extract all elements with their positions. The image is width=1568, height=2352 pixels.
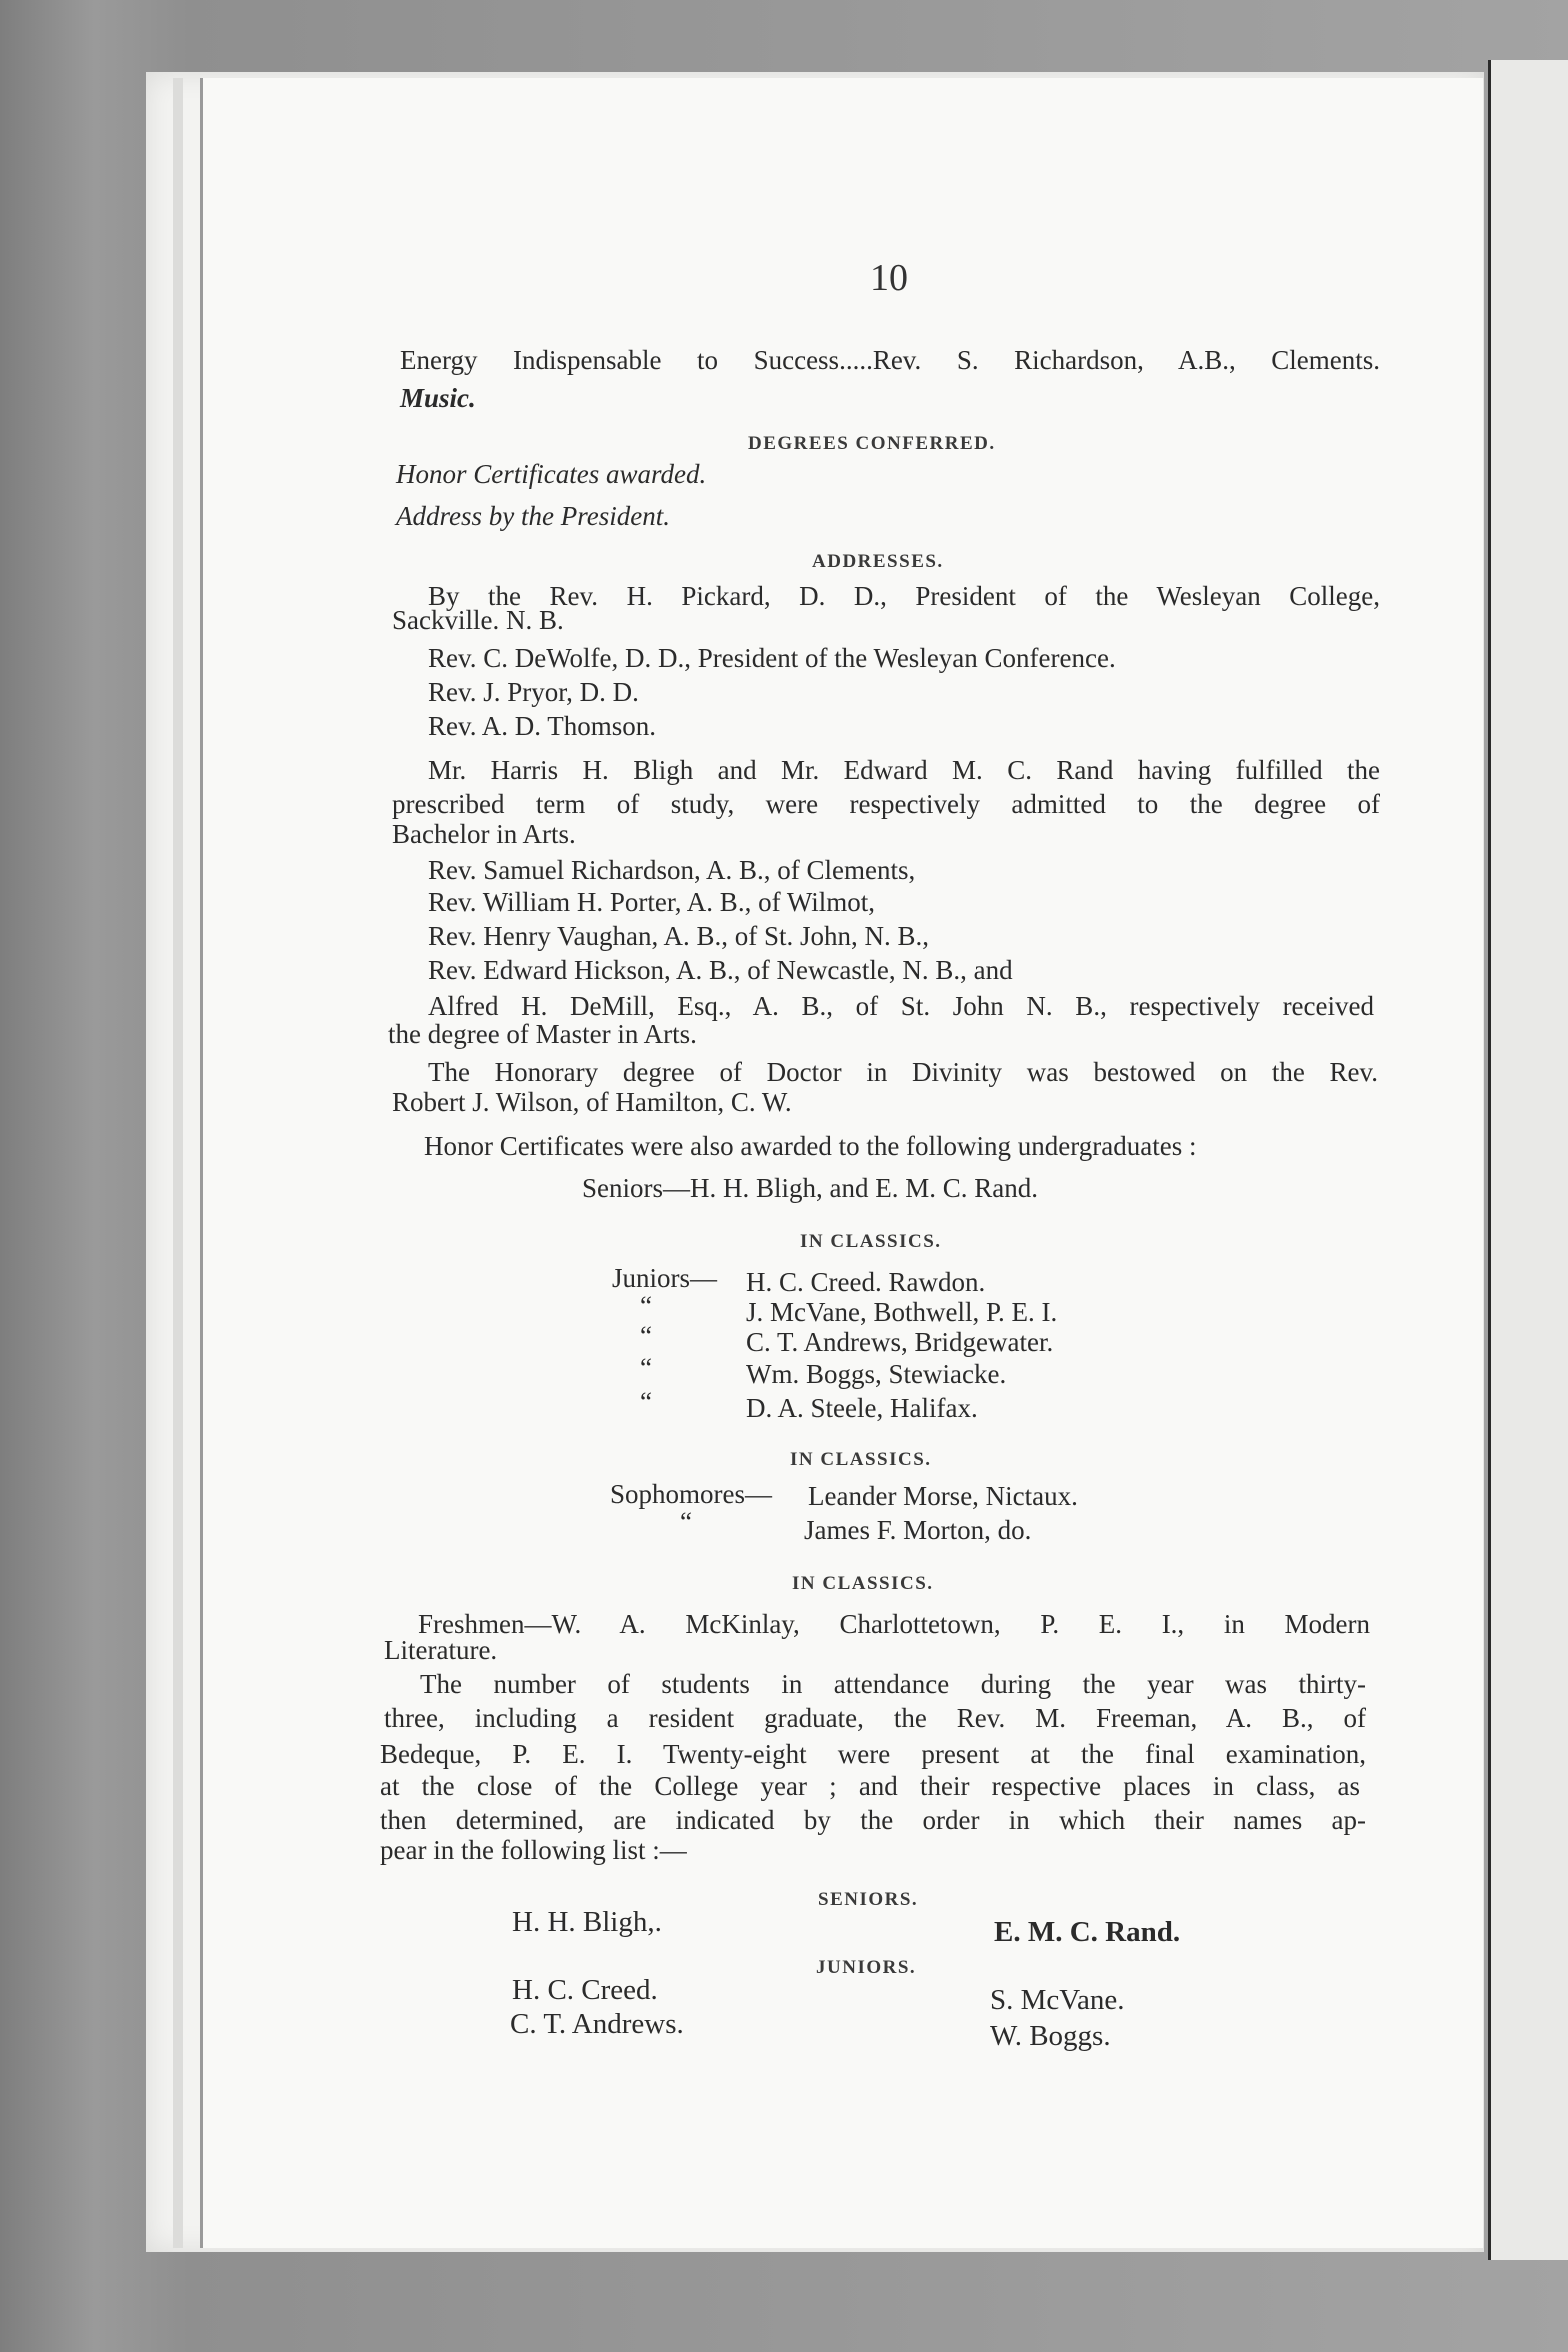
- juniors-entry: J. McVane, Bothwell, P. E. I.: [746, 1297, 1058, 1327]
- juniors-entry: H. C. Creed. Rawdon.: [746, 1267, 986, 1297]
- seniors-list-item: E. M. C. Rand.: [994, 1916, 1181, 1948]
- juniors-entry: C. T. Andrews, Bridgewater.: [746, 1327, 1054, 1357]
- juniors-entry: Wm. Boggs, Stewiacke.: [746, 1359, 1007, 1389]
- adjacent-page-edge: [1488, 60, 1568, 2260]
- seniors-list-item: H. H. Bligh,.: [512, 1906, 662, 1938]
- address-line: Rev. C. DeWolfe, D. D., President of the Wesleyan Conference.: [428, 643, 1116, 673]
- ditto-mark: “: [640, 1353, 652, 1383]
- juniors-list-item: S. McVane.: [990, 1984, 1125, 2016]
- ditto-mark: “: [640, 1291, 652, 1321]
- honorary-line: Robert J. Wilson, of Hamilton, C. W.: [392, 1087, 792, 1117]
- address-line: Rev. J. Pryor, D. D.: [428, 677, 639, 707]
- ditto-mark: “: [680, 1507, 692, 1537]
- masters-line: Rev. William H. Porter, A. B., of Wilmot,: [428, 887, 875, 917]
- students-paragraph-line: Bedeque, P. E. I. Twenty-eight were present at the final examination,: [380, 1739, 1366, 1769]
- students-paragraph-line: then determined, are indicated by the order in which their names ap-: [380, 1805, 1366, 1835]
- masters-line: Rev. Edward Hickson, A. B., of Newcastle, N. B., and: [428, 955, 1013, 985]
- students-paragraph-line: pear in the following list :—: [380, 1835, 687, 1865]
- in-classics-heading: IN CLASSICS.: [790, 1449, 932, 1470]
- degrees-conferred-heading: DEGREES CONFERRED.: [748, 433, 996, 454]
- students-paragraph-line: three, including a resident graduate, the Rev. M. Freeman, A. B., of: [384, 1703, 1366, 1733]
- juniors-entry: D. A. Steele, Halifax.: [746, 1393, 978, 1423]
- juniors-list-item: W. Boggs.: [990, 2020, 1111, 2052]
- masters-line: the degree of Master in Arts.: [388, 1019, 697, 1049]
- juniors-list-item: C. T. Andrews.: [510, 2008, 684, 2040]
- sophomores-prefix: Sophomores—: [610, 1479, 772, 1509]
- addresses-heading: ADDRESSES.: [812, 551, 944, 572]
- in-classics-heading: IN CLASSICS.: [792, 1573, 934, 1594]
- seniors-heading: SENIORS.: [818, 1889, 919, 1910]
- document-page: [200, 78, 1483, 2248]
- juniors-prefix: Juniors—: [612, 1263, 718, 1293]
- masters-line: Alfred H. DeMill, Esq., A. B., of St. John N. B., respectively received: [428, 991, 1374, 1021]
- bachelor-paragraph-line: prescribed term of study, were respectively admitted to the degree of: [392, 789, 1380, 819]
- freshmen-line: Literature.: [384, 1635, 498, 1665]
- juniors-heading: JUNIORS.: [816, 1957, 917, 1978]
- honor-certificates-awarded: Honor Certificates awarded.: [396, 459, 707, 489]
- students-paragraph-line: at the close of the College year ; and their respective places in class, as: [380, 1771, 1360, 1801]
- seniors-line: Seniors—H. H. Bligh, and E. M. C. Rand.: [582, 1173, 1038, 1203]
- ditto-mark: “: [640, 1321, 652, 1351]
- sophomores-entry: Leander Morse, Nictaux.: [808, 1481, 1078, 1511]
- address-line: Sackville. N. B.: [392, 605, 564, 635]
- juniors-list-item: H. C. Creed.: [512, 1974, 658, 2006]
- honorary-line: The Honorary degree of Doctor in Divinity was bestowed on the Rev.: [428, 1057, 1378, 1087]
- bachelor-paragraph-line: Mr. Harris H. Bligh and Mr. Edward M. C. Rand having fulfilled the: [428, 755, 1380, 785]
- freshmen-line: Freshmen—W. A. McKinlay, Charlottetown, P. E. I., in Modern: [418, 1609, 1370, 1639]
- bachelor-paragraph-line: Bachelor in Arts.: [392, 819, 576, 849]
- music-label: Music.: [400, 383, 476, 413]
- address-line: Rev. A. D. Thomson.: [428, 711, 657, 741]
- in-classics-heading: IN CLASSICS.: [800, 1231, 942, 1252]
- ditto-mark: “: [640, 1387, 652, 1417]
- students-paragraph-line: The number of students in attendance during the year was thirty-: [420, 1669, 1366, 1699]
- page-number: 10: [870, 257, 908, 299]
- energy-line: Energy Indispensable to Success.....Rev. S. Richardson, A.B., Clements.: [400, 345, 1380, 375]
- sophomores-entry: James F. Morton, do.: [804, 1515, 1032, 1545]
- masters-line: Rev. Henry Vaughan, A. B., of St. John, N. B.,: [428, 921, 929, 951]
- honor-undergrad-line: Honor Certificates were also awarded to the following undergraduates :: [424, 1131, 1197, 1161]
- address-by-president: Address by the President.: [396, 501, 670, 531]
- address-line: By the Rev. H. Pickard, D. D., President of the Wesleyan College,: [428, 581, 1380, 611]
- masters-line: Rev. Samuel Richardson, A. B., of Clements,: [428, 855, 916, 885]
